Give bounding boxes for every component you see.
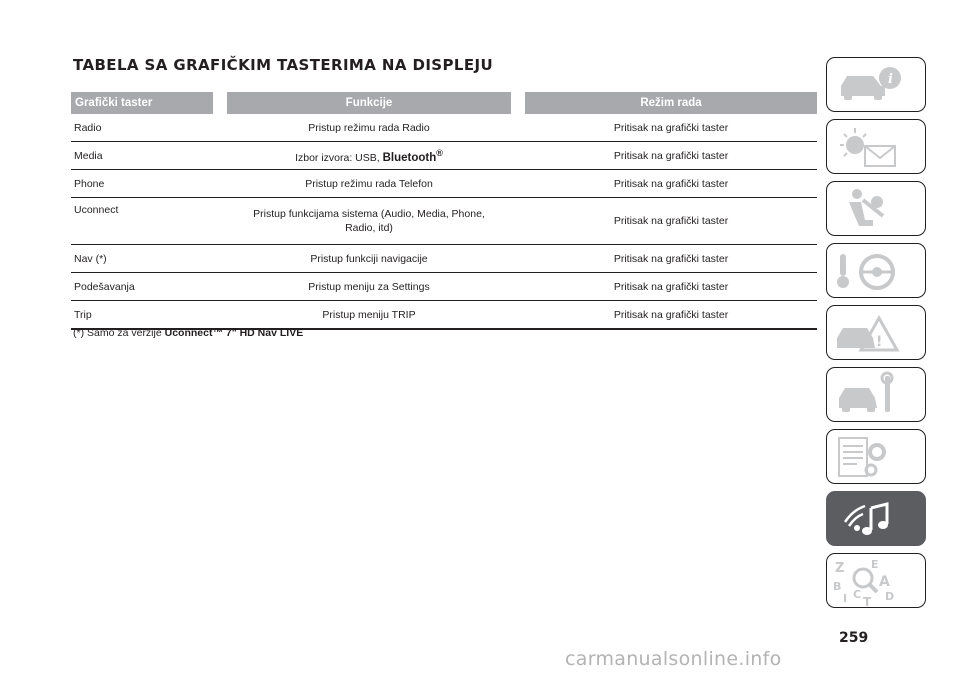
table-header-row — [71, 92, 817, 114]
header-mode: Režim rada — [525, 92, 817, 114]
tab-maintenance[interactable] — [826, 367, 926, 422]
tab-car-info[interactable] — [826, 57, 926, 112]
car-info-icon — [827, 58, 927, 113]
tab-multimedia[interactable] — [826, 491, 926, 546]
cell-mode: Pritisak na grafički taster — [525, 142, 817, 170]
svg-text:Z: Z — [835, 561, 845, 576]
tab-index[interactable] — [826, 553, 926, 608]
cell-function: Pristup funkciji navigacije — [227, 245, 511, 273]
index-icon — [827, 554, 927, 609]
cell-mode: Pritisak na grafički taster — [525, 114, 817, 142]
lights-warning-icon — [827, 120, 927, 175]
cell-mode: Pritisak na grafički taster — [525, 198, 817, 245]
airbag-seat-icon — [827, 182, 927, 237]
table-row — [71, 142, 817, 170]
tab-safety[interactable] — [826, 181, 926, 236]
watermark: carmanualsonline.info — [565, 648, 782, 670]
cell-button: Podešavanja — [71, 273, 213, 301]
cell-mode: Pritisak na grafički taster — [525, 301, 817, 330]
graphic-buttons-table — [71, 92, 817, 330]
cell-button: Trip — [71, 301, 213, 330]
header-graphic-button: Grafički taster — [71, 92, 213, 114]
footnote: (*) Samo za verzije Uconnect™ 7" HD Nav LIVE — [73, 327, 304, 339]
function-text: Izbor izvora: USB, — [295, 151, 383, 164]
svg-text:I: I — [843, 592, 848, 605]
tab-technical-data[interactable] — [826, 429, 926, 484]
svg-text:!: ! — [876, 334, 883, 350]
car-service-icon — [827, 368, 927, 423]
svg-text:B: B — [833, 580, 842, 593]
svg-text:T: T — [863, 595, 872, 609]
cell-button: Uconnect — [71, 198, 213, 245]
cell-mode: Pritisak na grafički taster — [525, 170, 817, 198]
table-row — [71, 198, 817, 245]
car-accident-icon — [827, 306, 927, 361]
table-row — [71, 114, 817, 142]
cell-mode: Pritisak na grafički taster — [525, 245, 817, 273]
technical-data-icon — [827, 430, 927, 485]
cell-function: Pristup režimu rada Radio — [227, 114, 511, 142]
svg-text:A: A — [879, 574, 890, 590]
page-number: 259 — [839, 630, 869, 646]
cell-function: Pristup funkcijama sistema (Audio, Media, Phone, Radio, itd) — [227, 198, 511, 245]
cell-function — [227, 142, 511, 170]
tab-starting-driving[interactable] — [826, 243, 926, 298]
cell-mode: Pritisak na grafički taster — [525, 273, 817, 301]
cell-function: Pristup meniju za Settings — [227, 273, 511, 301]
table-row — [71, 170, 817, 198]
cell-function: Pristup meniju TRIP — [227, 301, 511, 330]
cell-function: Pristup režimu rada Telefon — [227, 170, 511, 198]
cell-button: Radio — [71, 114, 213, 142]
footnote-version: Uconnect™ 7" HD Nav LIVE — [164, 327, 304, 339]
table-row — [71, 301, 817, 330]
svg-text:D: D — [885, 590, 895, 603]
table-row — [71, 245, 817, 273]
tab-emergency[interactable] — [826, 305, 926, 360]
svg-text:C: C — [853, 588, 862, 601]
bluetooth-label: Bluetooth® — [382, 148, 443, 164]
steering-wheel-key-icon — [827, 244, 927, 299]
page-title: TABELA SA GRAFIČKIM TASTERIMA NA DISPLEJU — [73, 56, 494, 74]
svg-text:i: i — [888, 72, 893, 87]
header-functions: Funkcije — [227, 92, 511, 114]
cell-button: Nav (*) — [71, 245, 213, 273]
cell-button: Media — [71, 142, 213, 170]
multimedia-icon — [827, 492, 927, 547]
svg-text:E: E — [871, 558, 879, 571]
cell-button: Phone — [71, 170, 213, 198]
tab-lights-warnings[interactable] — [826, 119, 926, 174]
table-row — [71, 273, 817, 301]
